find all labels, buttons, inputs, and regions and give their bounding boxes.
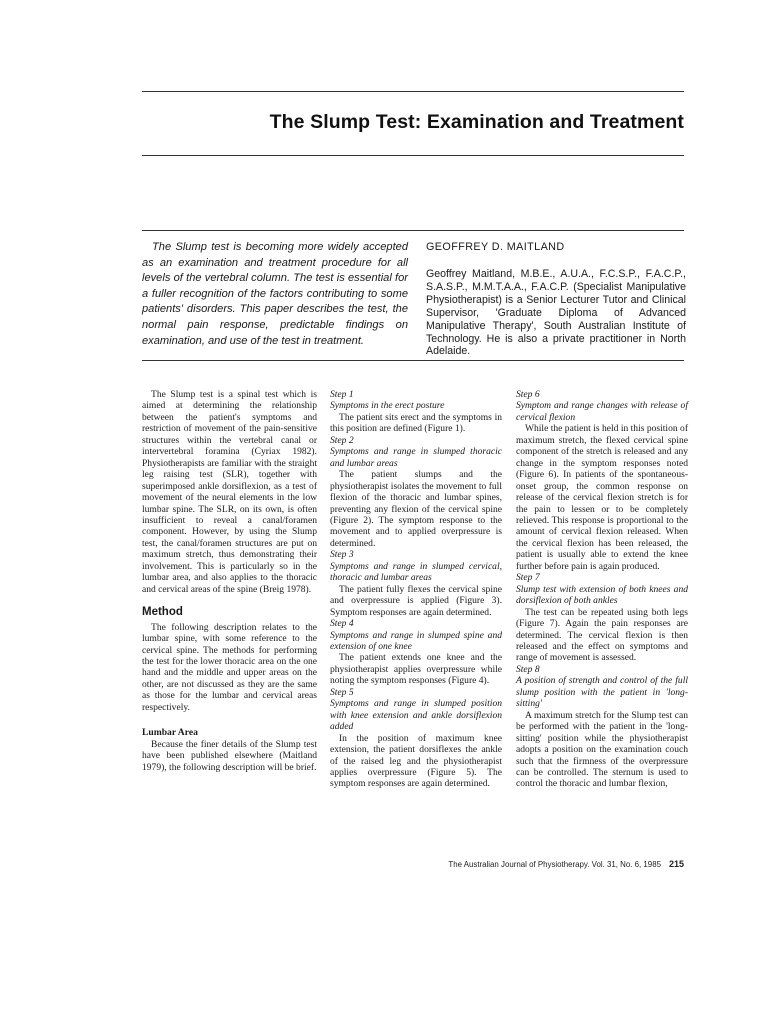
- page-number: 215: [668, 859, 684, 869]
- step-3-label: Step 3: [330, 549, 354, 561]
- step-6-label: Step 6: [516, 389, 540, 400]
- step-6-title: Symptom and range changes with release of cervical flexion: [516, 400, 688, 423]
- step-4-title: Symptoms and range in slumped spine and extension of one knee: [330, 629, 502, 652]
- step-3-text: The patient fully flexes the cervical spine and overpressure is applied (Figure 3). Symptom responses are again determined.: [330, 583, 502, 618]
- step-3-title: Symptoms and range in slumped cervical, thoracic and lumbar areas: [330, 560, 502, 584]
- step-2-label: Step 2: [330, 434, 354, 446]
- step-8-title: A position of strength and control of the full slump position with the patient in 'long-sitting': [516, 675, 688, 710]
- step-1-label: Step 1: [330, 389, 354, 400]
- intro-paragraph: The Slump test is a spinal test which is aimed at determining the relationship between the patient's symptoms and restriction of movement of the pain-sensitive structures within the vertebral canal or intervertebral foramina (Cyriax 1982). Physiotherapists are familiar with the straight leg raising test (SLR), together with superimposed ankle dorsiflexion, as a test of movement of the neural elements in the low lumbar spine. The SLR, on its own, is often insufficient to reveal a canal/foramen component. However, by using the Slump test, the canal/foramen structures are put on maximum stretch, thus demonstrating their involvement. This is particularly so in the lumbar area, and also applies to the thoracic and cervical areas of the spine (Breig 1978).: [142, 389, 317, 595]
- column-2: [330, 389, 502, 790]
- column-1: [142, 389, 317, 773]
- abstract-top-rule: [142, 230, 684, 231]
- step-5-label: Step 5: [330, 686, 354, 698]
- step-5-text: In the position of maximum knee extension, the patient dorsiflexes the ankle of the raised leg and the physiotherapist applies overpressure (Figure 5). The symptom responses are again determined.: [330, 732, 502, 790]
- lumbar-area-heading: Lumbar Area: [142, 727, 198, 739]
- journal-citation: The Australian Journal of Physiotherapy. Vol. 31, No. 6, 1985: [448, 860, 661, 869]
- step-8-text: A maximum stretch for the Slump test can be performed with the patient in the 'long-sitting' position while the physiotherapist adopts a position on the examination couch such that the firmness of the overpressure can be controlled. The sternum is used to control the thoracic and lumbar flexion,: [516, 709, 688, 790]
- step-2-text: The patient slumps and the physiotherapist isolates the movement to full flexion of the thoracic and lumbar spines, preventing any flexion of the cervical spine (Figure 2). The symptom response to the movement and to applied overpressure is determined.: [330, 469, 502, 549]
- step-1-title: Symptoms in the erect posture: [330, 400, 445, 412]
- abstract-bottom-rule: [142, 360, 684, 361]
- lumbar-area-paragraph: Because the finer details of the Slump test have been published elsewhere (Maitland 1979), the following description will be brief.: [142, 738, 317, 773]
- step-4-label: Step 4: [330, 618, 354, 630]
- step-7-text: The test can be repeated using both legs (Figure 7). Again the pain responses are determined. The cervical flexion is then released and the effect on symptoms and range of movement is assessed.: [516, 606, 688, 664]
- author-name: GEOFFREY D. MAITLAND: [426, 241, 565, 253]
- step-6-text: While the patient is held in this position of maximum stretch, the flexed cervical spine component of the stretch is released and any change in the symptom responses noted (Figure 6). In patients of the spontaneous-onset group, the common response on release of the cervical flexion stretch is for the pain to lessen or to be completely relieved. This response is proportional to the amount of cervical flexion released. When the cervical flexion has been released, the patient is usually able to extend the knee further before pain is again produced.: [516, 423, 688, 572]
- title-rule: [142, 155, 684, 156]
- step-2-title: Symptoms and range in slumped thoracic and lumbar areas: [330, 446, 502, 469]
- step-7-label: Step 7: [516, 572, 540, 584]
- abstract: The Slump test is becoming more widely accepted as an examination and treatment procedure for all levels of the vertebral column. The test is essential for a fuller recognition of the factors contributing to some patients' disorders. This paper describes the test, the normal pain response, predictable findings on examination, and use of the test in treatment.: [142, 241, 408, 347]
- step-7-title: Slump test with extension of both knees and dorsiflexion of both ankles: [516, 583, 688, 607]
- page-footer: [380, 859, 684, 869]
- step-5-title: Symptoms and range in slumped position with knee extension and ankle dorsiflexion added: [330, 698, 502, 733]
- step-8-label: Step 8: [516, 663, 540, 675]
- top-rule: [142, 91, 684, 92]
- step-4-text: The patient extends one knee and the physiotherapist applies overpressure while noting the symptom responses (Figure 4).: [330, 652, 502, 687]
- method-heading: Method: [142, 606, 183, 619]
- method-paragraph: The following description relates to the lumbar spine, with some reference to the cervical spine. The methods for performing the test for the lower thoracic area on the one hand and the middle and upper areas on the other, are not discussed as they are the same as those for the lumbar and cervical areas respectively.: [142, 621, 317, 713]
- author-bio: Geoffrey Maitland, M.B.E., A.U.A., F.C.S.P., F.A.C.P., S.A.S.P., M.M.T.A.A., F.A.C.P. (Specialist Manipulative Physiotherapist) is a Senior Lecturer Tutor and Clinical Supervisor, 'Graduate Diploma of Advanced Manipulative Therapy', South Australian Institute of Technology. He is also a private practitioner in North Adelaide.: [426, 268, 686, 358]
- step-1-text: The patient sits erect and the symptoms in this position are defined (Figure 1).: [330, 411, 502, 435]
- article-title: The Slump Test: Examination and Treatment: [269, 111, 684, 133]
- column-3: [516, 389, 688, 790]
